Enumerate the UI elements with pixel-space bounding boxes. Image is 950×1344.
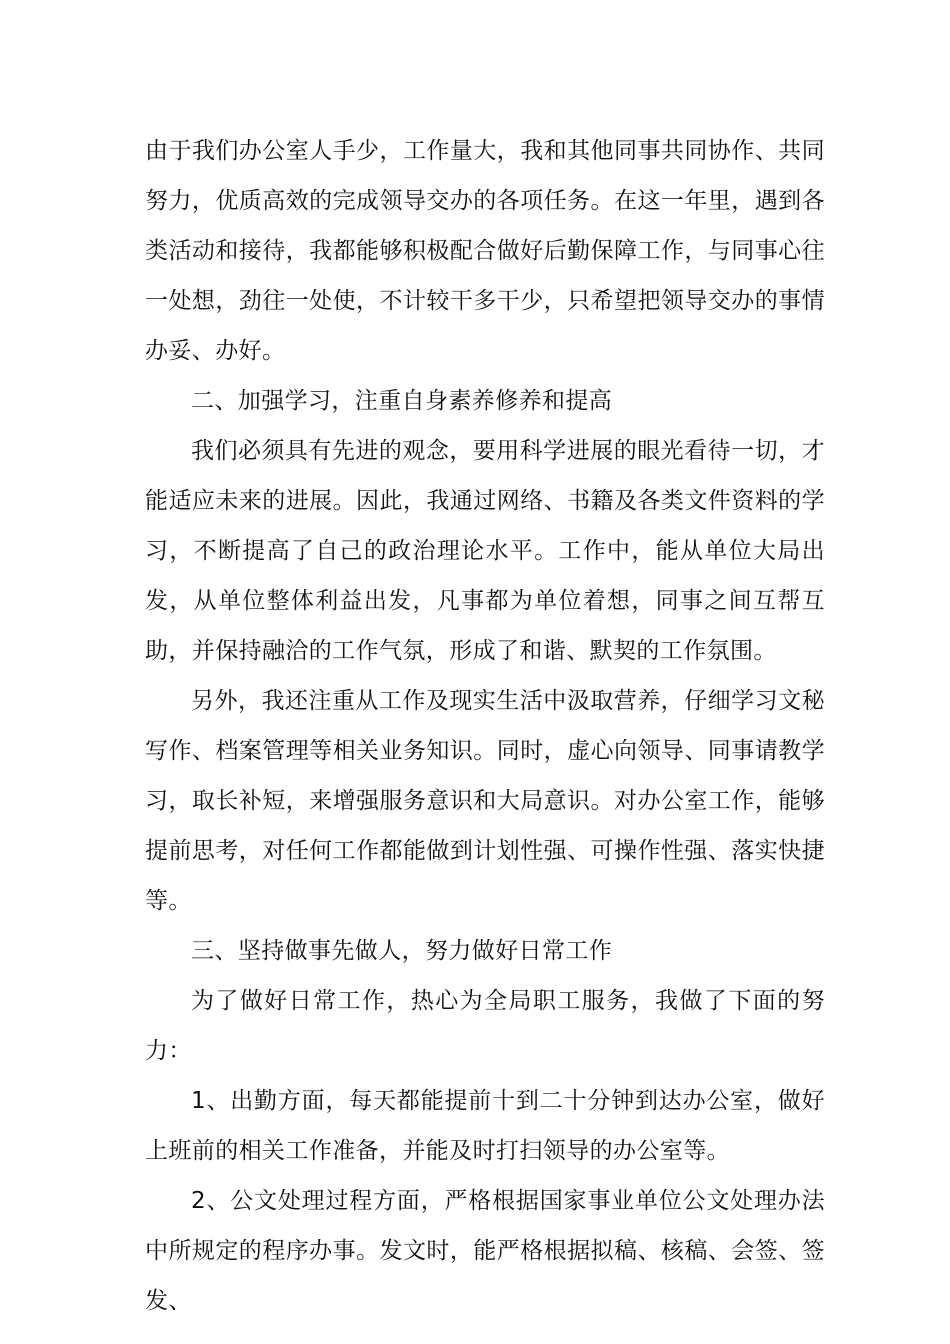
- paragraph-office-cooperation: 由于我们办公室人手少，工作量大，我和其他同事共同协作、共同努力，优质高效的完成领导交办的各项任务。在这一年里，遇到各类活动和接待，我都能够积极配合做好后勤保障工作，与同事心往一处想，劲往一处使，不计较干多干少，只希望把领导交办的事情办妥、办好。: [145, 138, 825, 364]
- paragraph-self-improvement: 另外，我还注重从工作及现实生活中汲取营养，仔细学习文秘写作、档案管理等相关业务知识。同时，虚心向领导、同事请教学习，取长补短，来增强服务意识和大局意识。对办公室工作，能够提前思考，对任何工作都能做到计划性强、可操作性强、落实快捷等。: [145, 688, 825, 914]
- paragraph-advanced-concepts: 我们必须具有先进的观念，要用科学进展的眼光看待一切，才能适应未来的进展。因此，我通过网络、书籍及各类文件资料的学习，不断提高了自己的政治理论水平。工作中，能从单位大局出发，从单位整体利益出发，凡事都为单位着想，同事之间互帮互助，并保持融洽的工作气氛，形成了和谐、默契的工作氛围。: [145, 438, 825, 664]
- document-body: [145, 126, 825, 1326]
- section-heading-daily-work: 三、坚持做事先做人，努力做好日常工作: [191, 938, 613, 964]
- paragraph-document-processing: 2、公文处理过程方面，严格根据国家事业单位公文处理办法中所规定的程序办事。发文时，能严格根据拟稿、核稿、会签、签发、: [145, 1188, 825, 1314]
- section-heading-learning: 二、加强学习，注重自身素养修养和提高: [191, 388, 613, 414]
- paragraph-attendance: 1、出勤方面，每天都能提前十到二十分钟到达办公室，做好上班前的相关工作准备，并能及时打扫领导的办公室等。: [145, 1088, 825, 1164]
- paragraph-daily-work-intro: 为了做好日常工作，热心为全局职工服务，我做了下面的努力：: [145, 988, 825, 1064]
